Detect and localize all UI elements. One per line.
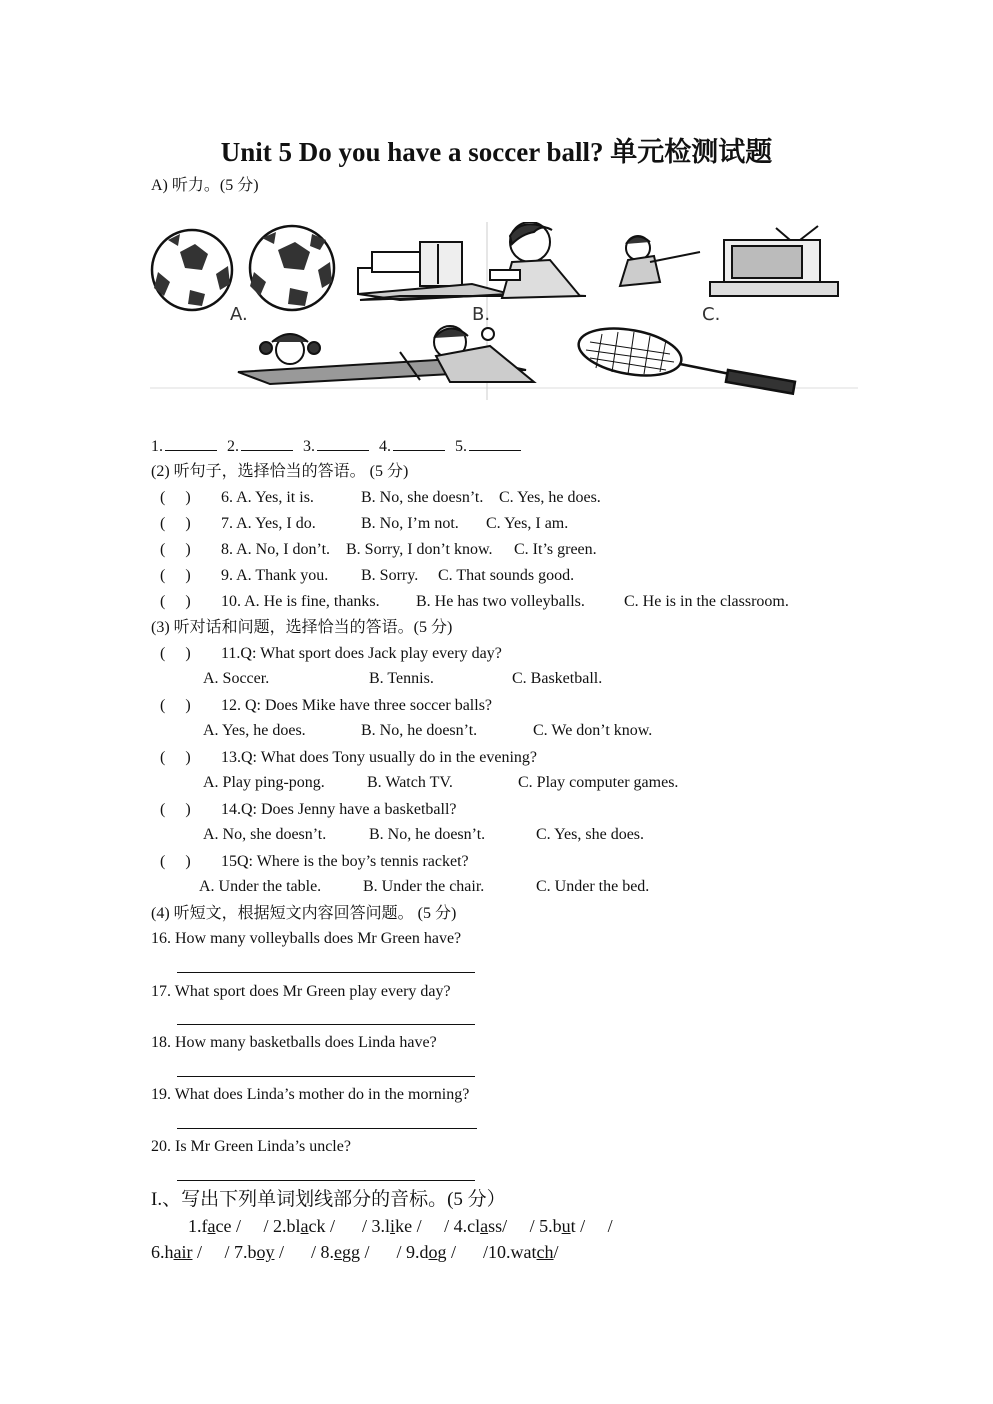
option-a: 10. A. He is fine, thanks. [221,593,380,610]
page-title: Unit 5 Do you have a soccer ball? 单元检测试题 [220,137,773,167]
blank-label-1: 1. [151,438,163,455]
option-b: B. No, he doesn’t. [369,826,486,843]
question-16: 16. How many volleyballs does Mr Green have? [151,930,462,947]
word-item: 7.boy [234,1242,275,1262]
phonetics-row-2: 6.hair / / 7.boy / / 8.egg / / 9.dog / /10.watch/ [151,1242,559,1262]
blank-label-4: 4. [379,438,391,455]
part2-heading: (2) 听句子，选择恰当的答语。 (5 分) [151,463,409,480]
option-b: B. No, he doesn’t. [361,722,478,739]
option-a: A. No, she doesn’t. [203,826,327,843]
option-a: A. Soccer. [203,670,270,687]
blank-label-2: 2. [227,438,239,455]
question-text: 15Q: Where is the boy’s tennis racket? [221,853,469,870]
computer-boy-icon [358,222,586,300]
option-b: B. He has two volleyballs. [416,593,585,610]
answer-line-18[interactable] [177,1076,475,1077]
option-b: B. Tennis. [369,670,434,687]
option-c: C. Yes, I am. [486,515,569,532]
answer-paren[interactable]: ( ) [160,697,191,714]
section-i-heading: I.、写出下列单词划线部分的音标。(5 分） [151,1189,506,1210]
answer-paren[interactable]: ( ) [160,749,191,766]
word-item: 1.face [188,1216,232,1236]
question-18: 18. How many basketballs does Linda have? [151,1034,437,1051]
picture-label-b: B. [472,304,491,325]
answer-line-20[interactable] [177,1180,475,1181]
blank-label-3: 3. [303,438,315,455]
question-text: 13.Q: What does Tony usually do in the evening? [221,749,538,766]
option-a: 7. A. Yes, I do. [221,515,316,532]
option-a: A. Play ping-pong. [203,774,325,791]
tennis-racket-icon [575,321,795,393]
answer-paren[interactable]: ( ) [160,515,191,532]
option-c: C. Yes, she does. [536,826,645,843]
option-c: C. He is in the classroom. [624,593,789,610]
option-a: A. Yes, he does. [203,722,306,739]
answer-blank-3[interactable] [317,436,369,451]
option-b: B. Watch TV. [367,774,453,791]
option-b: B. No, she doesn’t. [361,489,484,506]
answer-paren[interactable]: ( ) [160,541,191,558]
answer-paren[interactable]: ( ) [160,489,191,506]
question-text: 12. Q: Does Mike have three soccer balls? [221,697,493,714]
option-c: C. That sounds good. [438,567,575,584]
listening-pictures [150,222,858,400]
answer-paren[interactable]: ( ) [160,567,191,584]
option-b: B. Sorry, I don’t know. [346,541,493,558]
question-17: 17. What sport does Mr Green play every day? [151,983,451,1000]
option-b: B. Under the chair. [363,878,485,895]
word-item: 8.egg [320,1242,361,1262]
picture-label-a: A. [230,304,248,325]
answer-blank-4[interactable] [393,436,445,451]
answer-blank-5[interactable] [469,436,521,451]
option-c: C. Under the bed. [536,878,650,895]
section-a-heading: A) 听力。(5 分) [151,177,259,194]
part4-heading: (4) 听短文，根据短文内容回答问题。 (5 分) [151,905,457,922]
word-item: 10.watch [488,1242,554,1262]
option-a: A. Under the table. [199,878,322,895]
phonetics-row-1: 1.face / / 2.black / / 3.like / / 4.class/ / 5.but / / [188,1216,613,1236]
answer-paren[interactable]: ( ) [160,853,191,870]
tv-watching-icon [620,226,838,296]
ping-pong-icon [238,326,534,384]
option-c: C. Play computer games. [518,774,679,791]
answer-paren[interactable]: ( ) [160,593,191,610]
question-text: 14.Q: Does Jenny have a basketball? [221,801,457,818]
option-c: C. We don’t know. [533,722,653,739]
option-a: 8. A. No, I don’t. [221,541,331,558]
part3-heading: (3) 听对话和问题，选择恰当的答语。(5 分) [151,619,453,636]
option-a: 6. A. Yes, it is. [221,489,314,506]
answer-paren[interactable]: ( ) [160,645,191,662]
option-a: 9. A. Thank you. [221,567,329,584]
question-text: 11.Q: What sport does Jack play every day? [221,645,502,662]
option-c: C. It’s green. [514,541,597,558]
picture-label-c: C. [702,304,721,325]
blank-label-5: 5. [455,438,467,455]
word-item: 9.dog [406,1242,447,1262]
option-c: C. Yes, he does. [499,489,601,506]
word-item: 5.but [539,1216,576,1236]
soccer-balls-icon [152,226,334,310]
option-b: B. No, I’m not. [361,515,459,532]
answer-blanks-row [151,436,521,457]
answer-paren[interactable]: ( ) [160,801,191,818]
word-item: 2.black [273,1216,326,1236]
answer-line-17[interactable] [177,1024,475,1025]
word-item: 3.like [371,1216,413,1236]
word-item: 6.hair [151,1242,193,1262]
option-b: B. Sorry. [361,567,419,584]
word-item: 4.class [453,1216,503,1236]
option-c: C. Basketball. [512,670,603,687]
answer-line-16[interactable] [177,972,475,973]
answer-line-19[interactable] [177,1128,477,1129]
question-19: 19. What does Linda’s mother do in the morning? [151,1086,470,1103]
answer-blank-2[interactable] [241,436,293,451]
question-20: 20. Is Mr Green Linda’s uncle? [151,1138,351,1155]
answer-blank-1[interactable] [165,436,217,451]
